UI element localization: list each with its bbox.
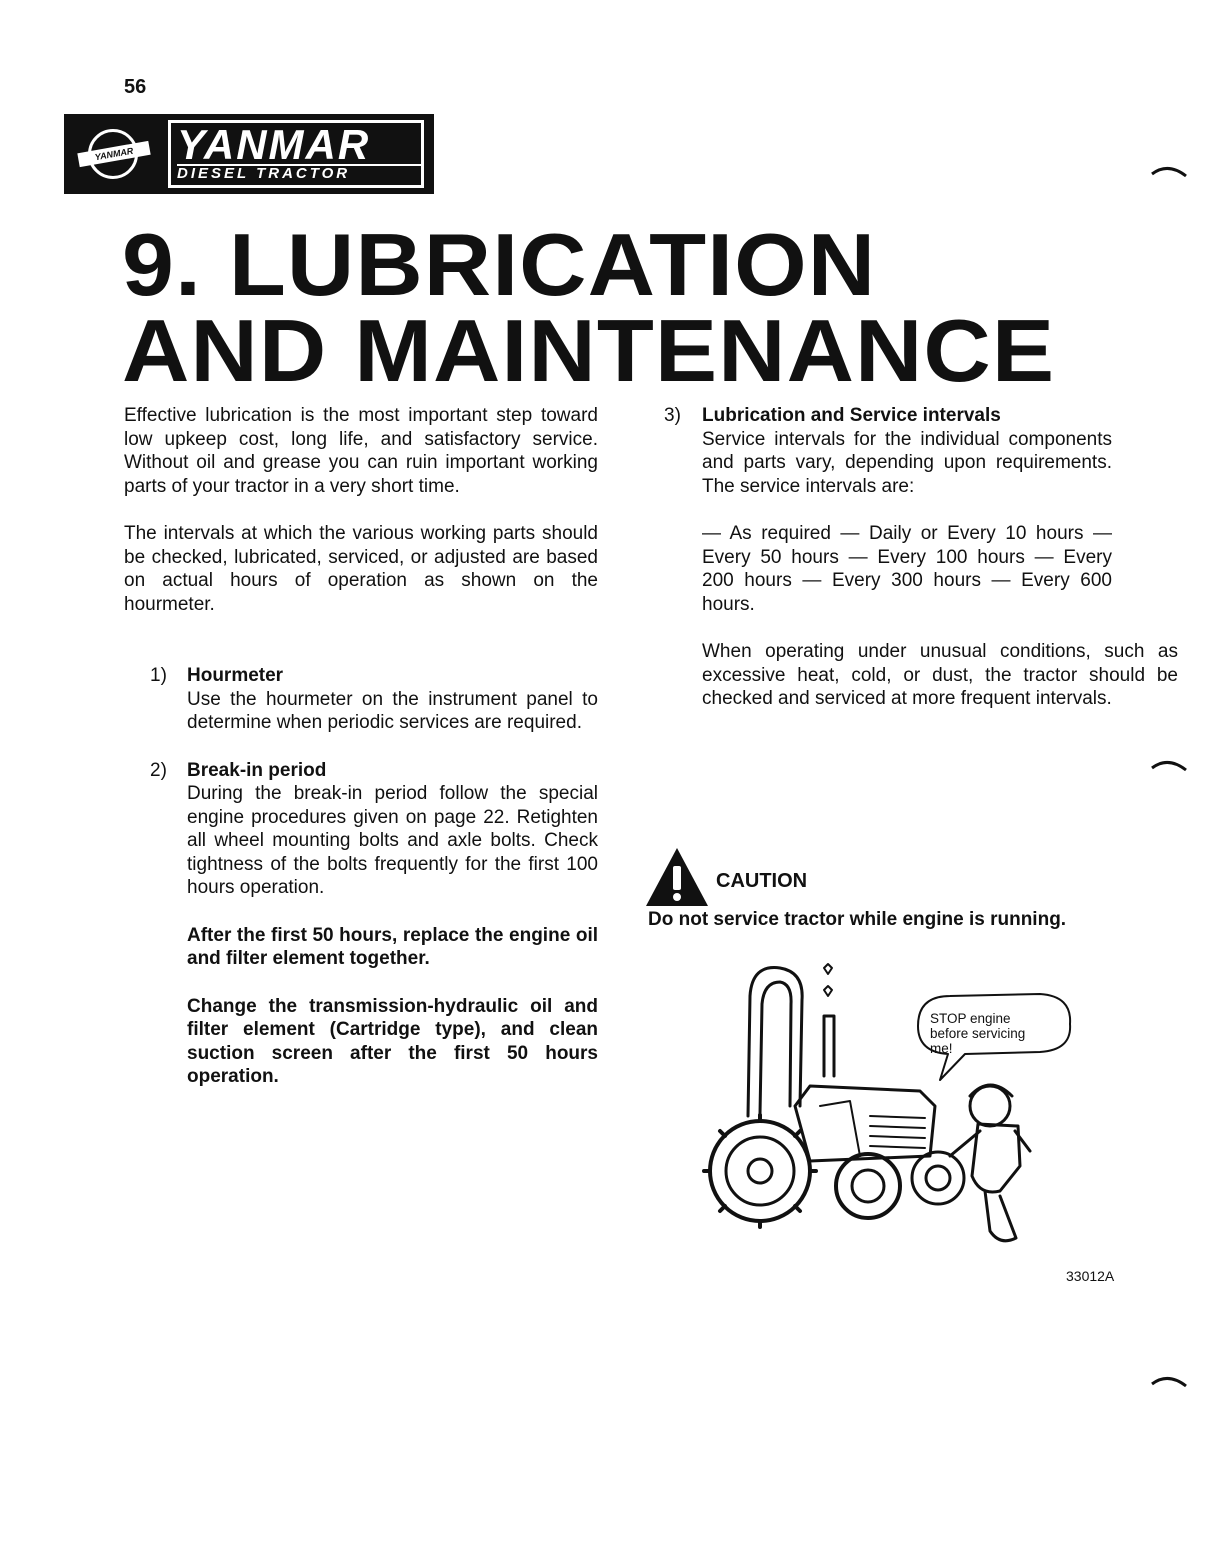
warning-triangle-icon bbox=[644, 846, 710, 908]
left-column bbox=[124, 404, 598, 1089]
page-title bbox=[122, 215, 1056, 400]
item-text: During the break-in period follow the special engine procedures given on page 22. Retighten all wheel mounting bolts and axle bolts. Check tightness of the bolts frequently for the first 100 hours operation. bbox=[187, 783, 598, 898]
item-text: Use the hourmeter on the instrument panel to determine when periodic services are required. bbox=[187, 688, 598, 733]
conditions-paragraph: When operating under unusual conditions, such as excessive heat, cold, or dust, the tractor should be checked and serviced at more frequent intervals. bbox=[702, 641, 1178, 709]
item-number: 1) bbox=[150, 665, 167, 686]
item-service-intervals bbox=[664, 404, 1178, 711]
item-break-in bbox=[124, 759, 598, 900]
intro-paragraph: Effective lubrication is the most important step toward low upkeep cost, long life, and satisfactory service. Without oil and grease you can ruin important working parts of your tractor in a very short time. bbox=[124, 405, 598, 497]
speech-bubble bbox=[930, 1011, 1050, 1056]
bubble-line: me! bbox=[930, 1041, 953, 1056]
yanmar-emblem-icon: YANMAR bbox=[64, 114, 164, 194]
item-number: 3) bbox=[664, 405, 681, 426]
intervals-paragraph: The intervals at which the various working parts should be checked, lubricated, serviced, or adjusted are based on actual hours of operation as shown on the hourmeter. bbox=[124, 523, 598, 615]
binder-mark bbox=[1150, 160, 1190, 180]
item-text: Service intervals for the individual components and parts vary, depending upon requirements. The service intervals are: bbox=[702, 428, 1112, 497]
logo-subtitle: DIESEL TRACTOR bbox=[177, 164, 421, 182]
item-heading: Lubrication and Service intervals bbox=[702, 405, 1001, 426]
caution-label: CAUTION bbox=[716, 870, 808, 892]
bubble-line: before servicing bbox=[930, 1026, 1026, 1041]
page-number: 56 bbox=[124, 76, 147, 98]
bubble-line: STOP engine bbox=[930, 1011, 1011, 1026]
item-hourmeter bbox=[124, 664, 598, 735]
tractor-mechanic-illustration bbox=[700, 956, 1090, 1256]
binder-mark bbox=[1150, 754, 1190, 774]
bold-note-transmission: Change the transmission-hydraulic oil and filter element (Cartridge type), and clean suction screen after the first 50 hours operation. bbox=[187, 995, 598, 1087]
intervals-list: — As required — Daily or Every 10 hours — Every 50 hours — Every 100 hours — Every 200 hours — Every 300 hours — Every 600 hours. bbox=[702, 523, 1112, 615]
item-heading: Break-in period bbox=[187, 759, 327, 781]
bold-note-oil: After the first 50 hours, replace the engine oil and filter element together. bbox=[187, 924, 598, 969]
caution-text: Do not service tractor while engine is running. bbox=[648, 909, 1067, 930]
item-number: 2) bbox=[150, 759, 167, 781]
figure-id: 33012A bbox=[1066, 1268, 1115, 1284]
binder-mark bbox=[1150, 1370, 1190, 1390]
title-line-1: 9. LUBRICATION bbox=[122, 215, 877, 314]
title-line-2: AND MAINTENANCE bbox=[122, 301, 1056, 400]
logo-brand: YANMAR bbox=[177, 121, 371, 168]
right-column bbox=[664, 404, 1178, 711]
yanmar-logo bbox=[64, 114, 434, 194]
item-heading: Hourmeter bbox=[187, 665, 284, 686]
